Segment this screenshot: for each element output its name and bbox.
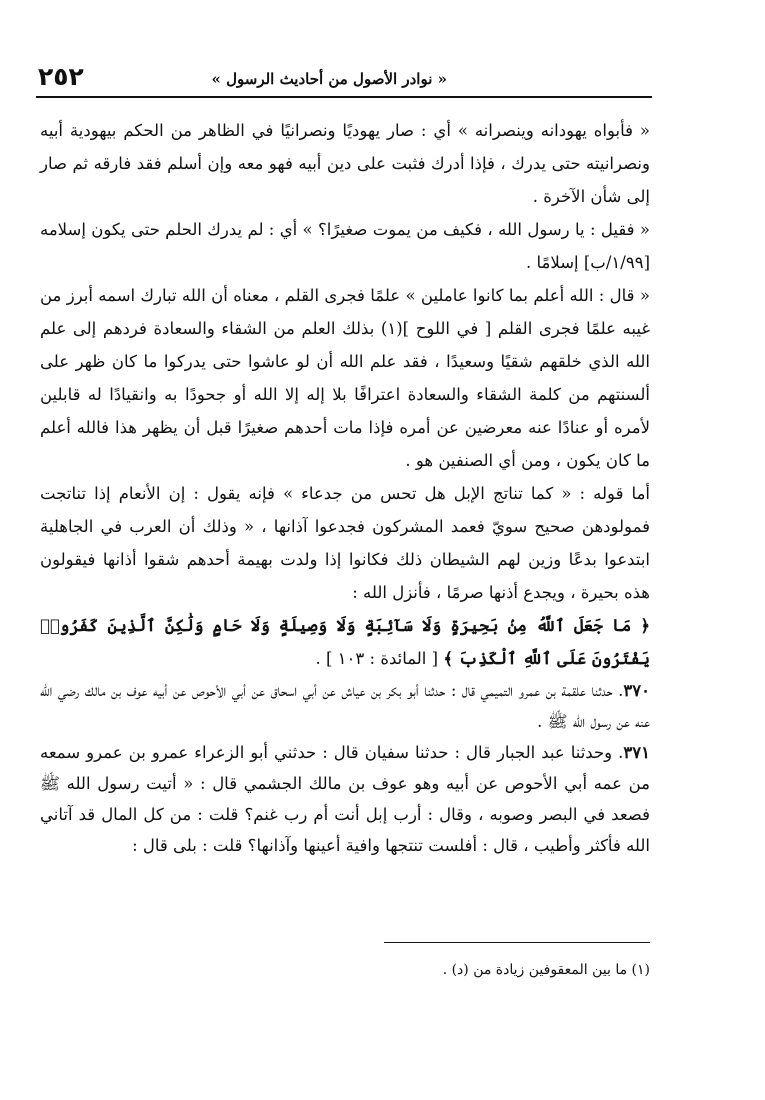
paragraph: « فأبواه يهودانه وينصرانه » أي : صار يهوديًا ونصرانيًا في الظاهر من الحكم بيهودية أبيه ونصرانيته حتى يدرك ، فإذا أدرك فثبت على دين أبيه فهو معه وإن أسلم فقد فارقه ثم صار إلى شأن الآخرة . bbox=[40, 121, 650, 206]
hadith-text: وحدثنا عبد الجبار قال : حدثنا سفيان قال : حدثني أبو الزعراء عمرو بن عمرو سمعه من عمه أبي الأحوص عن أبيه وهو عوف بن مالك الجشمي قال : « أتيت رسول الله ﷺ فصعد في البصر وصوبه ، وقال : أرب إبل أنت أم رب غنم؟ قلت : من كل المال قد آتاني الله فأكثر وأطيب ، قال : أفلست تنتجها وافية أعينها وآذانها؟ قلت : بلى قال : bbox=[40, 743, 650, 855]
header-rule bbox=[36, 96, 652, 98]
main-text bbox=[40, 114, 650, 861]
paragraph: « قال : الله أعلم بما كانوا عاملين » علمًا فجرى القلم ، معناه أن الله تبارك اسمه أبرز من غيبه علمًا فجرى القلم [ في اللوح ](١) بذلك العلم من الشقاء والسعادة فردهم إلى علم الله الذي خلقهم شقيًا وسعيدًا ، فقد علم الله أن لو عاشوا حتى يدركوا ما كان ظهر على ألسنتهم من كلمة الشقاء والسعادة اعترافًا بلا إله إلا الله أو جحودًا به وانقيادًا له قابلين لأمره أو عنادًا عنه معرضين عن أمره فإذا مات أحدهم صغيرًا قبل أن يظهر هذا فالله أعلم ما كان يكون ، ومن أي الصنفين هو . bbox=[40, 286, 650, 470]
paragraph: أما قوله : « كما تناتج الإبل هل تحس من جدعاء » فإنه يقول : إن الأنعام إذا تناتجت فمولودهن صحيح سويّ فعمد المشركون فجدعوا آذانها ، « وذلك أن العرب في الجاهلية ابتدعوا بدعًا وزين لهم الشيطان ذلك فكانوا إذا ولدت بهيمة أحدهم شقوا أذانها فيقولون هذه بحيرة ، ويجدع أذنها صرمًا ، فأنزل الله : bbox=[40, 484, 650, 602]
verse-reference: [ المائدة : ١٠٣ ] . bbox=[315, 649, 439, 668]
running-title: « نوادر الأصول من أحاديث الرسول » bbox=[211, 70, 447, 88]
footnote: (١) ما بين المعقوفين زيادة من (د) . bbox=[442, 962, 650, 978]
hadith-370: ٣٧٠. حدثنا علقمة بن عمرو التميمي قال : حدثنا أبو بكر بن عياش عن أبي اسحاق عن أبي الأحوص عن أبيه عوف بن مالك رضي الله عنه عن رسول الله ﷺ . bbox=[40, 681, 650, 731]
page-number: ٢٥٢ bbox=[38, 62, 84, 91]
page-header bbox=[38, 62, 652, 98]
quran-verse: ﴿ مَا جَعَلَ ٱللَّهُ مِنۢ بَحِيرَةٍ وَلَا سَآئِبَةٍ وَلَا وَصِيلَةٍ وَلَا حَامٍ وَلَٰكِنَّ ٱلَّذِينَ كَفَرُوا۟ يَفْتَرُونَ عَلَى ٱللَّهِ ٱلْكَذِبَ ﴾ bbox=[40, 616, 650, 668]
quran-quote bbox=[40, 609, 650, 675]
paragraph: « فقيل : يا رسول الله ، فكيف من يموت صغيرًا؟ » أي : لم يدرك الحلم حتى يكون إسلامه [١/٩٩/ب] إسلامًا . bbox=[40, 220, 650, 272]
hadith-number: ٣٧١ bbox=[623, 743, 650, 762]
footnote-rule bbox=[384, 942, 650, 943]
hadith-text: حدثنا علقمة بن عمرو التميمي قال : حدثنا أبو بكر بن عياش عن أبي اسحاق عن أبي الأحوص عن أبيه عوف بن مالك رضي الله عنه عن رسول الله ﷺ . bbox=[40, 681, 650, 731]
hadith-number: ٣٧٠ bbox=[623, 681, 650, 700]
hadith-371: ٣٧١. وحدثنا عبد الجبار قال : حدثنا سفيان قال : حدثني أبو الزعراء عمرو بن عمرو سمعه من عمه أبي الأحوص عن أبيه وهو عوف بن مالك الجشمي قال : « أتيت رسول الله ﷺ فصعد في البصر وصوبه ، وقال : أرب إبل أنت أم رب غنم؟ قلت : من كل المال قد آتاني الله فأكثر وأطيب ، قال : أفلست تنتجها وافية أعينها وآذانها؟ قلت : بلى قال : bbox=[40, 743, 650, 855]
